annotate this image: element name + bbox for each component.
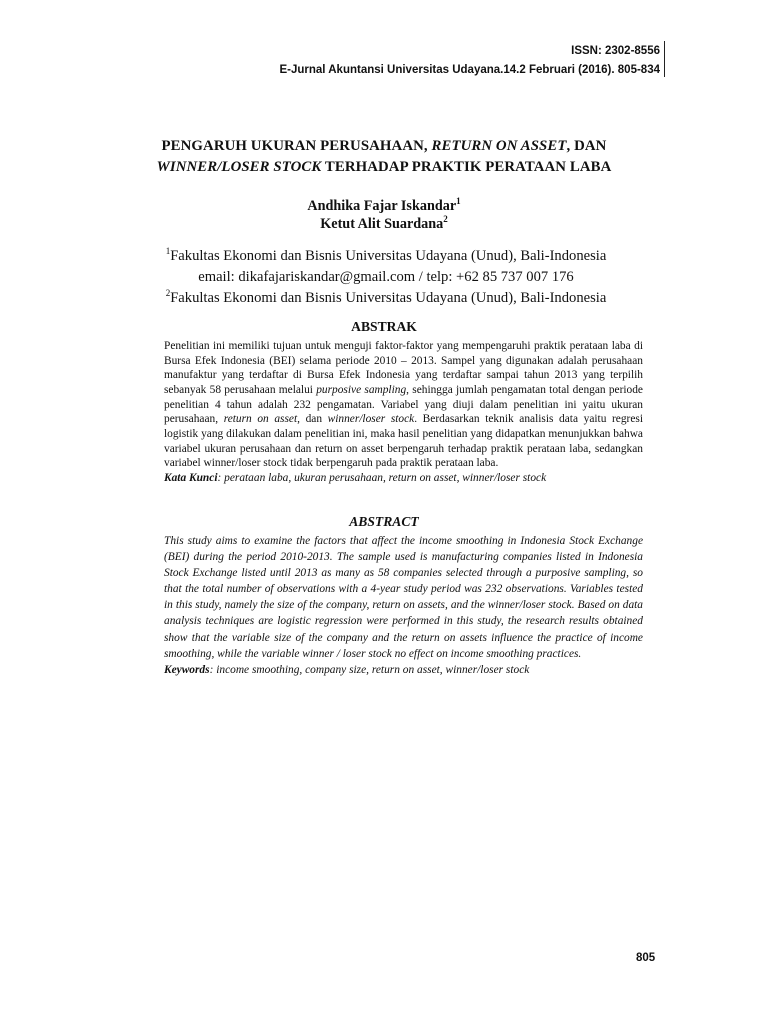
abstrak-italic-3: winner/loser stock [327,413,415,426]
keywords-text: : income smoothing, company size, return on asset, winner/loser stock [209,663,530,676]
keywords-label: Keywords [164,663,210,676]
affiliation-2 [130,288,642,309]
author-list [120,197,648,233]
kata-kunci-term-1: return on asset [388,471,457,484]
kata-kunci [164,471,643,486]
author-1-mark: 1 [456,196,461,206]
abstract-heading: ABSTRACT [349,514,419,529]
affiliation-1-text: Fakultas Ekonomi dan Bisnis Universitas Udayana (Unud), Bali-Indonesia [170,248,607,264]
author-1 [120,197,648,215]
keywords [164,662,643,678]
author-2 [120,215,648,233]
affiliations [130,246,642,309]
abstrak-text-4: . Berdasarkan teknik analisis data yaitu regresi logistik yang dilakukan dalam penelitian ini, maka hasil penelitian yang didapatkan menunjukkan bahwa variabel ukuran perusahaan dan return on asset berpengaruh terhadap praktik perataan laba, sedangkan variabel winner/loser stock tidak berpengaruh pada praktik perataan laba. [164,413,643,470]
abstrak-text-2: , sehingga jumlah pengamatan total dengan periode penelitian 4 tahun adalah 232 pengamatan. Variabel yang diuji dalam penelitian ini yaitu ukuran perusahaan, [164,383,643,426]
journal-citation: E-Jurnal Akuntansi Universitas Udayana.14.2 Februari (2016). 805-834 [279,64,660,76]
kata-kunci-text: : perataan laba, ukuran perusahaan, [217,471,389,484]
abstrak-section [164,339,643,486]
affiliation-2-text: Fakultas Ekonomi dan Bisnis Universitas Udayana (Unud), Bali-Indonesia [170,290,607,306]
kata-kunci-label: Kata Kunci [164,471,218,484]
abstrak-italic-1: purposive sampling [316,383,407,396]
title-part-2: RETURN ON ASSET [431,138,567,154]
abstract-section [164,533,643,678]
title-part-5: TERHADAP PRAKTIK PERATAAN LABA [321,159,612,175]
abstrak-text-1: Penelitian ini memiliki tujuan untuk menguji faktor-faktor yang mempengaruhi praktik perataan laba di Bursa Efek Indonesia (BEI) selama periode 2010 – 2013. Sampel yang digunakan adalah perusahaan manufaktur yang terdaftar di Bursa Efek Indonesia yang terdaftar sampai tahun 2013 yang terpilih sebanyak 58 perusahaan melalui [164,340,643,396]
running-header [279,42,660,80]
abstrak-heading: ABSTRAK [351,319,417,334]
author-1-name: Andhika Fajar Iskandar [307,198,457,214]
affiliation-1 [130,246,642,267]
affiliation-1-mark: 1 [165,246,171,256]
abstract-body: This study aims to examine the factors that affect the income smoothing in Indonesia Stock Exchange (BEI) during the period 2010-2013. The sample used is manufacturing companies listed in Indonesia Stock Exchange listed until 2013 as many as 58 companies selected through a purposive sampling, so that the total number of observations with a 4-year study period was 232 observations. Variables tested in this study, namely the size of the company, return on assets, and the winner/loser stock. Based on data analysis techniques are logistic regression were performed in this study, the research results obtained show that the variable size of the company and the return on assets influence the practice of income smoothing, while the variable winner / loser stock no effect on income smoothing practices. [164,535,643,660]
title-part-3: , DAN [566,138,607,154]
title-part-1: PENGARUH UKURAN PERUSAHAAN, [161,138,432,154]
abstrak-text-3: , dan [297,413,328,426]
author-2-mark: 2 [443,214,448,224]
kata-kunci-sep: , [456,471,463,484]
title-part-4: WINNER/LOSER STOCK [156,159,322,175]
abstrak-italic-2: return on asset [223,413,298,426]
issn-text: ISSN: 2302-8556 [571,45,660,57]
kata-kunci-term-2: winner/loser stock [462,471,547,484]
header-divider [664,41,665,77]
contact-line: email: dikafajariskandar@gmail.com / telp: +62 85 737 007 176 [198,269,574,285]
affiliation-2-mark: 2 [165,288,171,298]
paper-title [120,136,648,178]
author-2-name: Ketut Alit Suardana [320,216,444,232]
page-number: 805 [636,952,656,964]
abstrak-body [164,339,643,471]
